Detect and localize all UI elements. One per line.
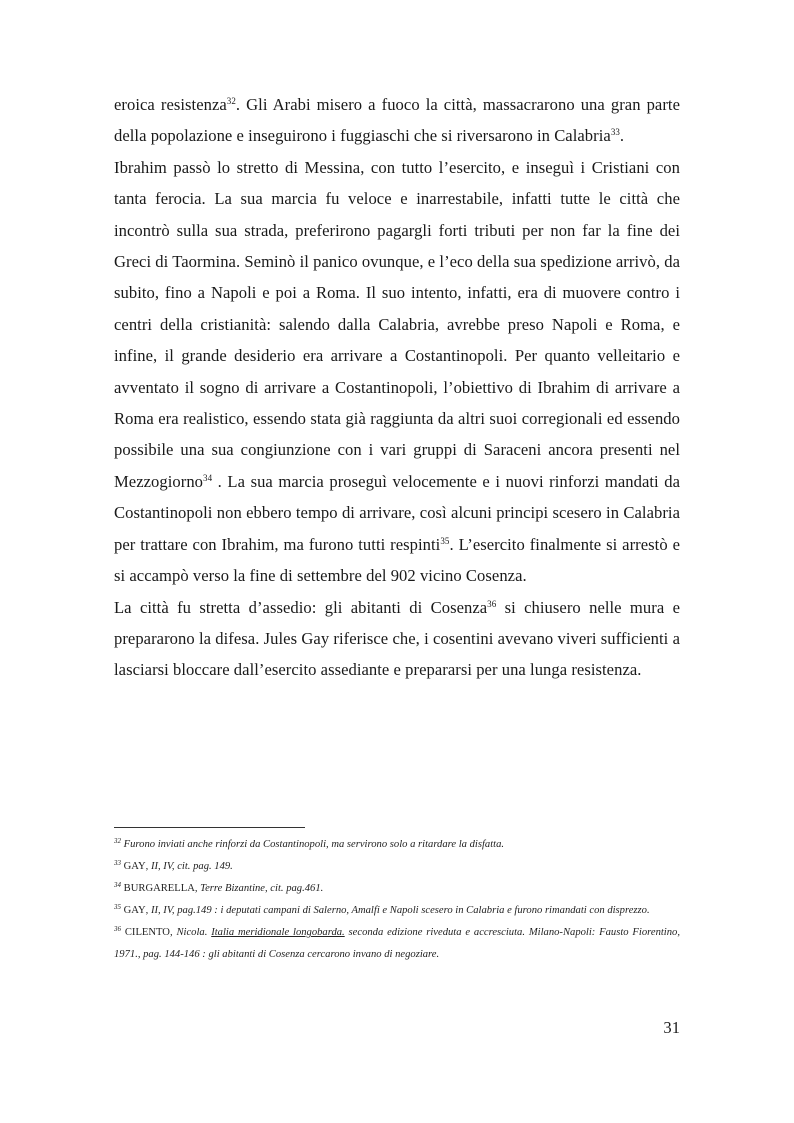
footnote-text: seconda edizione riveduta e accresciuta. Milano-Napoli: Fausto Fiorentino, 1971., pag. 144-146 : gli abitanti di Cosenza cercarono invano di negoziare. (114, 927, 680, 960)
footnote-author: GAY (123, 905, 146, 916)
text-run: eroica resistenza (114, 95, 227, 114)
footnote-number: 33 (114, 859, 121, 867)
footnote-33 (114, 856, 680, 878)
footnote-36 (114, 922, 680, 966)
text-run: . La sua marcia proseguì velocemente e i nuovi rinforzi mandati da Costantinopoli non ebbero tempo di arrivare, così alcuni principi scesero in Calabria per trattare con Ibrahim, ma furono tutti respinti (114, 471, 680, 554)
text-run: . (619, 126, 625, 146)
footnote-ref-33[interactable]: 33 (610, 127, 620, 138)
footnote-ref-32[interactable]: 32 (226, 96, 236, 106)
paragraph-2 (114, 152, 680, 592)
footnote-author: CILENTO (124, 927, 170, 938)
footnotes (114, 834, 680, 966)
footnote-separator (114, 827, 305, 828)
footnote-ref-34[interactable]: 34 (203, 472, 213, 483)
text-run: si chiusero nelle mura e prepararono la difesa. Jules Gay riferisce che, i cosentini avevano viveri sufficienti a lasciarsi bloccare dall’esercito assediante e prepararsi per una lunga resistenza. (114, 597, 680, 680)
main-text (114, 89, 680, 686)
page-body (114, 89, 680, 686)
footnote-ref-36[interactable]: 36 (487, 598, 497, 609)
paragraph-1 (114, 89, 680, 152)
page-number: 31 (663, 1018, 680, 1037)
footnote-text: Furono inviati anche rinforzi da Costantinopoli, ma servirono solo a ritardare la disfatta. (123, 839, 505, 850)
text-run: La città fu stretta d’assedio: gli abitanti di Cosenza (114, 597, 488, 617)
footnote-author: GAY (123, 861, 146, 872)
footnote-number: 35 (114, 903, 121, 911)
footnote-text: , II, IV, cit. pag. 149. (145, 861, 233, 872)
book-title-link[interactable]: Italia meridionale longobarda. (211, 927, 345, 938)
footnote-34 (114, 878, 680, 900)
footnote-32 (114, 834, 680, 856)
footnote-number: 32 (114, 837, 121, 845)
footnote-number: 36 (114, 925, 121, 933)
footnote-35 (114, 900, 680, 922)
text-run: . L’esercito finalmente si arrestò e si accampò verso la fine di settembre del 902 vicino Cosenza. (114, 534, 680, 586)
footnote-text: , Terre Bizantine, cit. pag.461. (194, 883, 324, 894)
footnote-number: 34 (114, 881, 121, 889)
text-run: . Gli Arabi misero a fuoco la città, massacrarono una gran parte della popolazione e inseguirono i fuggiaschi che si riversarono in Calabria (114, 95, 680, 146)
footnote-text: , Nicola. (169, 927, 212, 938)
footnote-ref-35[interactable]: 35 (440, 535, 450, 546)
footnote-author: BURGARELLA (123, 883, 195, 894)
paragraph-3 (114, 592, 680, 686)
footnote-text: , II, IV, pag.149 : i deputati campani di Salerno, Amalfi e Napoli scesero in Calabria e furono rimandati con disprezzo. (145, 905, 650, 916)
text-run: Ibrahim passò lo stretto di Messina, con tutto l’esercito, e inseguì i Cristiani con tanta ferocia. La sua marcia fu veloce e inarrestabile, infatti tutte le città che incontrò sulla sua strada, preferirono pagargli forti tributi per non far la fine dei Greci di Taormina. Seminò il panico ovunque, e l’eco della sua spedizione arrivò, da subito, fino a Napoli e poi a Roma. Il suo intento, infatti, era di muovere contro i centri della cristianità: salendo dalla Calabria, avrebbe preso Napoli e Roma, e infine, il grande desiderio era arrivare a Costantinopoli. Per quanto velleitario e avventato il sogno di arrivare a Costantinopoli, l’obiettivo di Ibrahim di arrivare a Roma era realistico, essendo stata già raggiunta da altri suoi corregionali ed essendo possibile una sua congiunzione con i vari gruppi di Saraceni ancora presenti nel Mezzogiorno (114, 157, 680, 491)
